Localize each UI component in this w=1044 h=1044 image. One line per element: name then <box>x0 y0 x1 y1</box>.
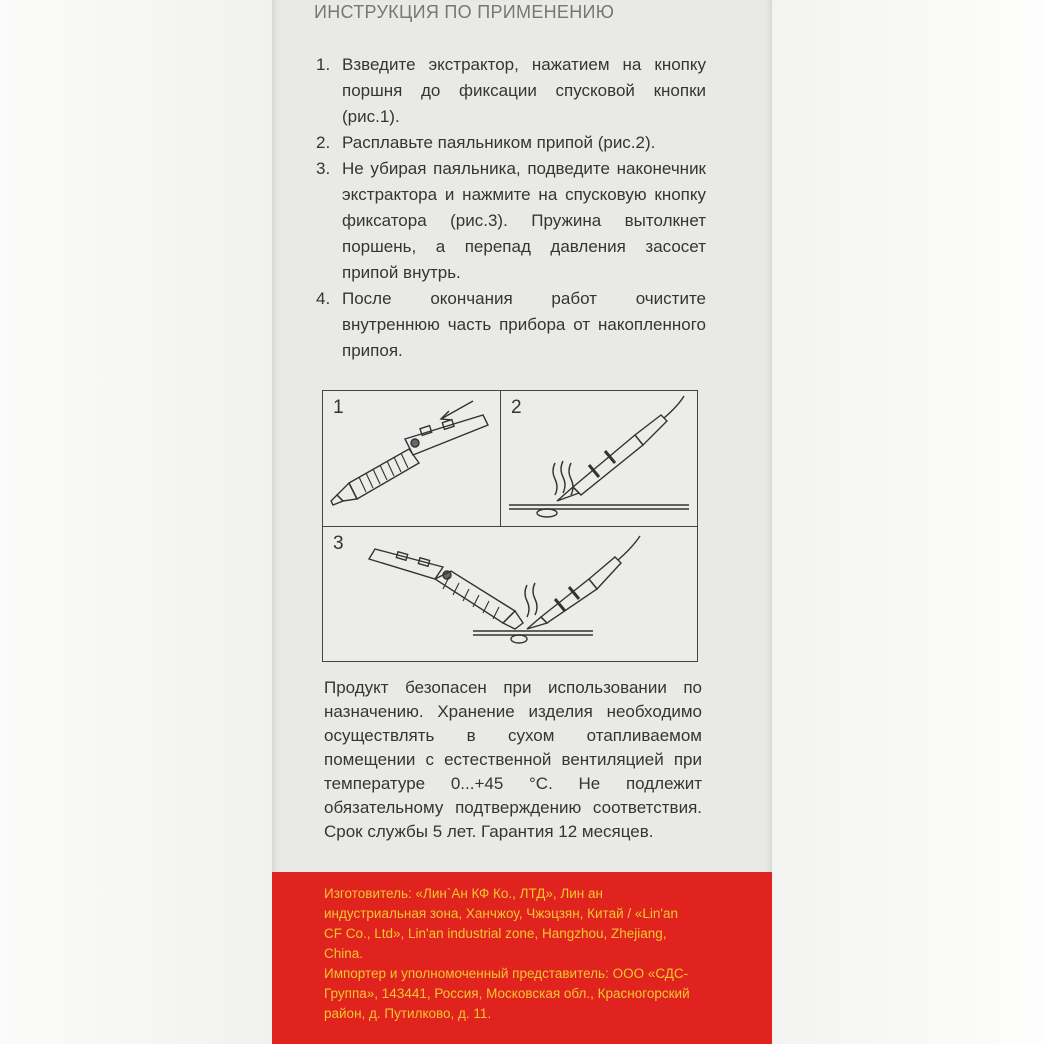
step-number: 3. <box>316 159 331 178</box>
instruction-step-4 <box>316 286 706 364</box>
step-number: 4. <box>316 289 331 308</box>
instruction-step-3 <box>316 156 706 286</box>
instruction-step-1 <box>316 52 706 130</box>
figure-2-label: 2 <box>511 397 522 418</box>
figures-panel <box>322 390 698 662</box>
figure-2 <box>500 390 698 528</box>
figure-3-label: 3 <box>333 533 344 554</box>
importer-text: Импортер и уполномоченный представитель: ООО «СДС-Группа», 143441, Россия, Московская обл., Красногорский район, д. Путилково, д. 11. <box>324 966 690 1021</box>
figure-3 <box>322 526 698 662</box>
instruction-step-2 <box>316 130 706 156</box>
manufacturer-info <box>324 884 694 1024</box>
step-text: Взведите экстрактор, нажатием на кнопку поршня до фиксации спусковой кнопки (рис.1). <box>342 55 706 126</box>
background-right <box>772 0 1044 1044</box>
step-number: 2. <box>316 133 331 152</box>
figure-1 <box>322 390 502 528</box>
instruction-list <box>316 52 706 364</box>
manufacturer-text: Изготовитель: «Лин`Ан КФ Ко., ЛТД», Лин ан индустриальная зона, Ханчжоу, Чжэцзян, Китай / «Lin'an CF Co., Ltd», Lin'an industrial zone, Hangzhou, Zhejiang, China. <box>324 886 679 961</box>
background-left <box>0 0 272 1044</box>
instruction-leaflet <box>272 0 772 1044</box>
manufacturer-info-band <box>272 872 772 1044</box>
step-text: Не убирая паяльника, подведите наконечник экстрактора и нажмите на спусковую кнопку фиксатора (рис.3). Пружина вытолкнет поршень, а перепад давления засосет припой внутрь. <box>342 159 706 282</box>
safety-notice: Продукт безопасен при использовании по назначению. Хранение изделия необходимо осуществлять в сухом отапливаемом помещении с естественной вентиляцией при температуре 0...+45 °С. Не подлежит обязательному подтверждению соответствия. Срок службы 5 лет. Гарантия 12 месяцев. <box>324 678 702 841</box>
figure-1-label: 1 <box>333 397 344 418</box>
step-text: После окончания работ очистите внутреннюю часть прибора от накопленного припоя. <box>342 289 706 360</box>
instructions-heading: ИНСТРУКЦИЯ ПО ПРИМЕНЕНИЮ <box>314 2 615 22</box>
step-text: Расплавьте паяльником припой (рис.2). <box>342 133 656 152</box>
desoldering-pump-cocked-icon <box>323 391 501 527</box>
step-number: 1. <box>316 55 331 74</box>
desoldering-pump-and-iron-icon <box>323 527 697 661</box>
soldering-iron-melting-icon <box>501 391 697 527</box>
